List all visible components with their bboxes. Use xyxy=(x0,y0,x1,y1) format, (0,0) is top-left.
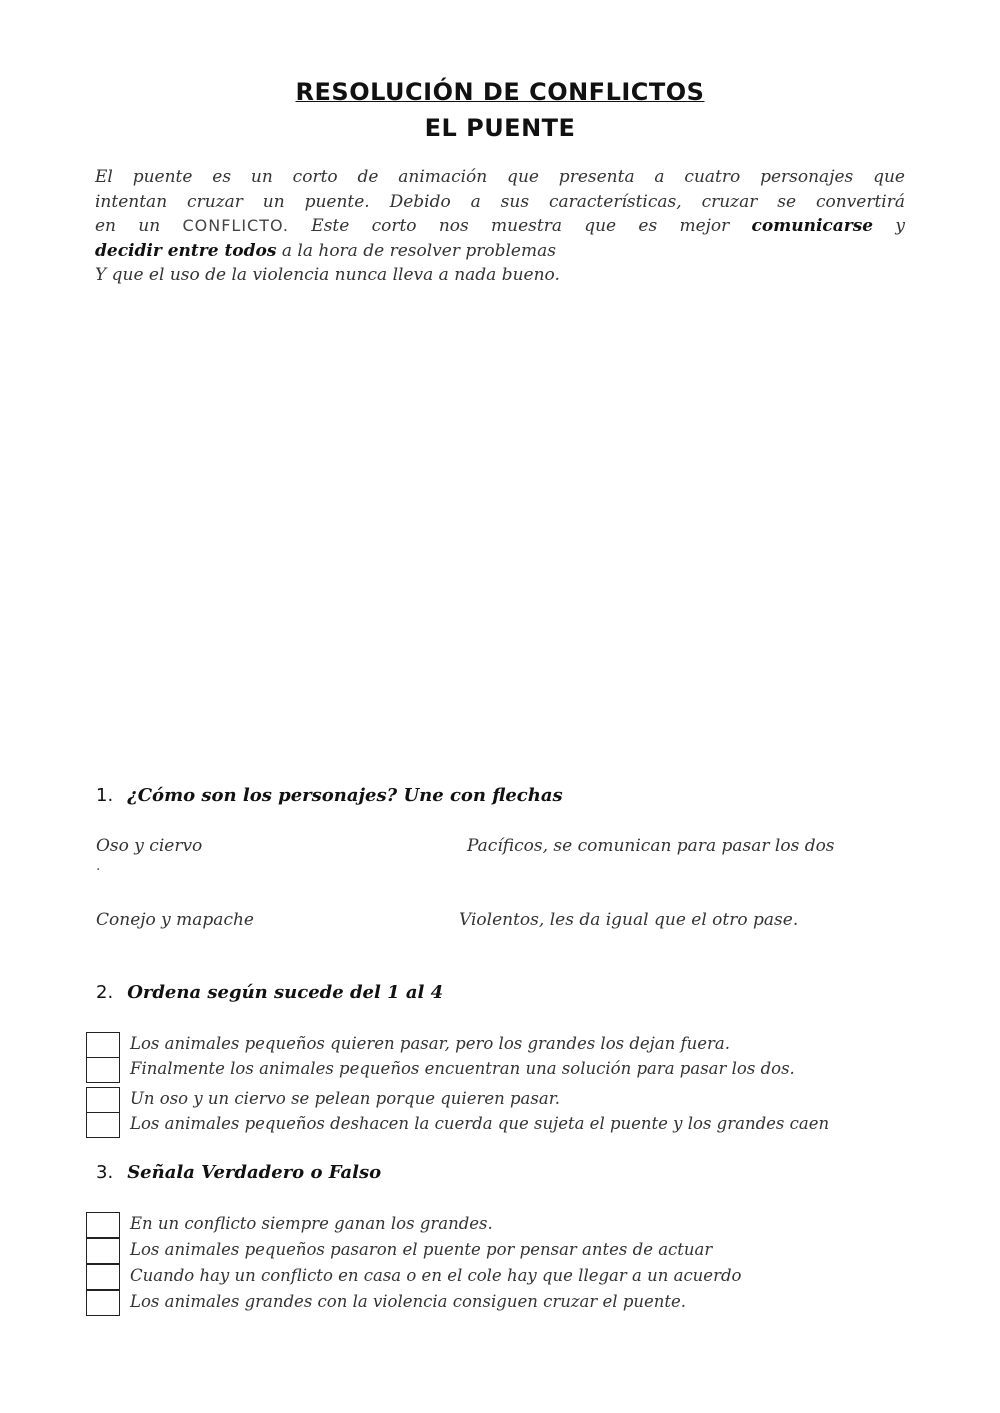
intro-paragraph xyxy=(95,165,905,288)
question-number: 1. xyxy=(96,785,114,806)
intro-line: Y que el uso de la violencia nunca lleva a nada bueno. xyxy=(95,265,560,285)
question-1 xyxy=(96,785,563,806)
intro-line: intentan cruzar un puente. Debido a sus características, cruzar se convertirá xyxy=(95,191,905,212)
intro-text: en un xyxy=(95,216,161,236)
order-answer-box[interactable] xyxy=(86,1032,120,1058)
order-answer-box[interactable] xyxy=(86,1112,120,1138)
match-left-item: Oso y ciervo xyxy=(96,836,203,856)
stray-dot: . xyxy=(96,858,101,874)
true-false-text: En un conflicto siempre ganan los grandes. xyxy=(130,1214,493,1233)
page-title: RESOLUCIÓN DE CONFLICTOS xyxy=(295,78,705,106)
true-false-text: Los animales grandes con la violencia consiguen cruzar el puente. xyxy=(130,1292,687,1311)
order-item-text: Un oso y un ciervo se pelean porque quieren pasar. xyxy=(130,1089,561,1108)
true-false-box[interactable] xyxy=(86,1290,120,1316)
intro-text: a la hora de resolver problemas xyxy=(281,240,556,261)
page-subtitle: EL PUENTE xyxy=(424,114,576,142)
match-left-item: Conejo y mapache xyxy=(96,910,254,930)
intro-line xyxy=(95,214,905,239)
true-false-box[interactable] xyxy=(86,1212,120,1238)
match-right-item: Pacíficos, se comunican para pasar los dos xyxy=(467,836,835,856)
true-false-box[interactable] xyxy=(86,1238,120,1264)
question-number: 2. xyxy=(96,982,114,1003)
match-right-item: Violentos, les da igual que el otro pase. xyxy=(459,910,799,930)
order-item-text: Finalmente los animales pequeños encuentran una solución para pasar los dos. xyxy=(130,1059,795,1078)
intro-bold-text: comunicarse xyxy=(751,216,874,236)
question-text: ¿Cómo son los personajes? Une con flechas xyxy=(127,785,563,806)
intro-conflict-word: CONFLICTO. xyxy=(182,216,290,235)
order-answer-box[interactable] xyxy=(86,1087,120,1113)
order-item-text: Los animales pequeños quieren pasar, pero los grandes los dejan fuera. xyxy=(130,1034,730,1053)
order-item-text: Los animales pequeños deshacen la cuerda que sujeta el puente y los grandes caen xyxy=(130,1114,830,1133)
question-3 xyxy=(96,1162,381,1183)
order-answer-box[interactable] xyxy=(86,1057,120,1083)
intro-text: Este corto nos muestra que es mejor xyxy=(311,216,730,236)
true-false-text: Los animales pequeños pasaron el puente por pensar antes de actuar xyxy=(130,1240,713,1259)
intro-line: El puente es un corto de animación que presenta a cuatro personajes que xyxy=(95,167,905,187)
intro-text: y xyxy=(895,216,906,236)
question-text: Ordena según sucede del 1 al 4 xyxy=(127,982,444,1003)
question-2 xyxy=(96,982,443,1003)
question-text: Señala Verdadero o Falso xyxy=(127,1162,382,1183)
question-number: 3. xyxy=(96,1162,114,1183)
intro-bold-text: decidir entre todos xyxy=(95,240,277,261)
intro-line xyxy=(95,239,905,264)
true-false-text: Cuando hay un conflicto en casa o en el cole hay que llegar a un acuerdo xyxy=(130,1266,742,1285)
true-false-box[interactable] xyxy=(86,1264,120,1290)
